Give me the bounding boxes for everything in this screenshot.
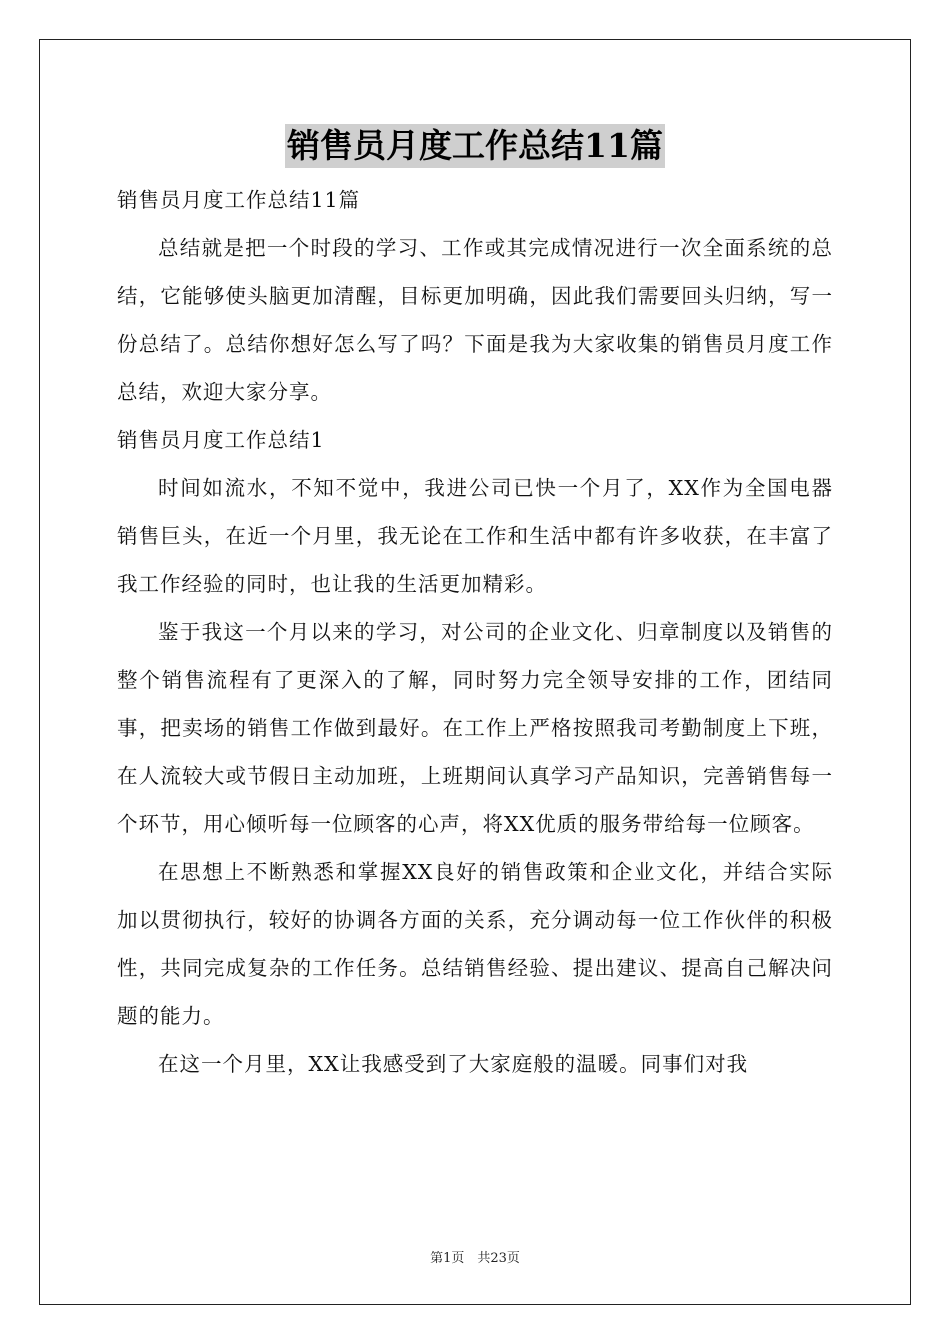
section-heading: 销售员月度工作总结11篇 (117, 188, 361, 212)
page-footer: 第1页 共23页 (430, 1251, 520, 1266)
document-body (117, 176, 833, 1088)
body-paragraph: 时间如流水，不知不觉中，我进公司已快一个月了，XX作为全国电器销售巨头，在近一个月里，我无论在工作和生活中都有许多收获，在丰富了我工作经验的同时，也让我的生活更加精彩。 (117, 476, 833, 596)
body-paragraph: 在这一个月里，XX让我感受到了大家庭般的温暖。同事们对我 (158, 1052, 749, 1076)
body-paragraph: 鉴于我这一个月以来的学习，对公司的企业文化、归章制度以及销售的整个销售流程有了更深入的了解，同时努力完全领导安排的工作，团结同事，把卖场的销售工作做到最好。在工作上严格按照我司考勤制度上下班，在人流较大或节假日主动加班，上班期间认真学习产品知识，完善销售每一个环节，用心倾听每一位顾客的心声，将XX优质的服务带给每一位顾客。 (117, 620, 833, 836)
section-heading: 销售员月度工作总结1 (117, 428, 325, 452)
body-paragraph: 在思想上不断熟悉和掌握XX良好的销售政策和企业文化，并结合实际加以贯彻执行，较好的协调各方面的关系，充分调动每一位工作伙伴的积极性，共同完成复杂的工作任务。总结销售经验、提出建议、提高自己解决问题的能力。 (117, 860, 833, 1028)
document-title: 销售员月度工作总结11篇 (285, 124, 665, 168)
body-paragraph: 总结就是把一个时段的学习、工作或其完成情况进行一次全面系统的总结，它能够使头脑更加清醒，目标更加明确，因此我们需要回头归纳，写一份总结了。总结你想好怎么写了吗？下面是我为大家收集的销售员月度工作总结，欢迎大家分享。 (117, 236, 833, 404)
title-container (0, 124, 950, 168)
